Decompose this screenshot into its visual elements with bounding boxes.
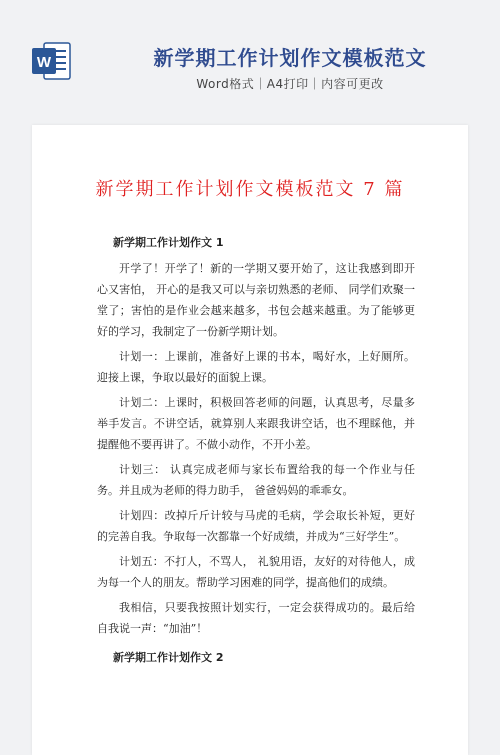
paragraph-conclusion: 我相信，只要我按照计划实行，一定会获得成功的。最后给自我说一声：“加油”！ [97,601,415,635]
document-title: 新学期工作计划作文模板范文 7 篇 [95,179,405,200]
word-document-icon [30,39,74,83]
paragraph-plan-1: 计划一：上课前，准备好上课的书本，喝好水，上好厕所。迎接上课，争取以最好的面貌上课。 [97,350,415,384]
page-subtitle: Word格式｜A4打印｜内容可更改 [196,77,384,91]
svg-text:W: W [36,54,52,71]
page-title: 新学期工作计划作文模板范文 [153,46,427,70]
paragraph-intro: 开学了！开学了！新的一学期又要开始了，这让我感到即开心又害怕， 开心的是我又可以与亲切熟悉的老师、 同学们欢聚一堂了；害怕的是作业会越来越多，书包会越来越重。为了能够更好的学习，我制定了一份新学期计划。 [97,262,415,338]
paragraph-plan-2: 计划二：上课时，积极回答老师的问题，认真思考，尽量多举手发言。不讲空话，就算别人来跟我讲空话，也不理睬他，并提醒他不要再讲了。不做小动作，不开小差。 [97,396,415,451]
paragraph-plan-4: 计划四：改掉斤斤计较与马虎的毛病，学会取长补短，更好的完善自我。争取每一次都靠一个好成绩，并成为“三好学生”。 [97,509,415,543]
section-heading-2: 新学期工作计划作文 2 [113,651,224,664]
paragraph-plan-3: 计划三： 认真完成老师与家长布置给我的每一个作业与任务。并且成为老师的得力助手， 爸爸妈妈的乖乖女。 [97,463,415,497]
document-body [97,232,415,673]
paragraph-plan-5: 计划五：不打人，不骂人， 礼貌用语，友好的对待他人，成为每一个人的朋友。帮助学习困难的同学，提高他们的成绩。 [97,555,415,589]
page-header [0,0,500,110]
section-heading-1: 新学期工作计划作文 1 [113,236,224,249]
